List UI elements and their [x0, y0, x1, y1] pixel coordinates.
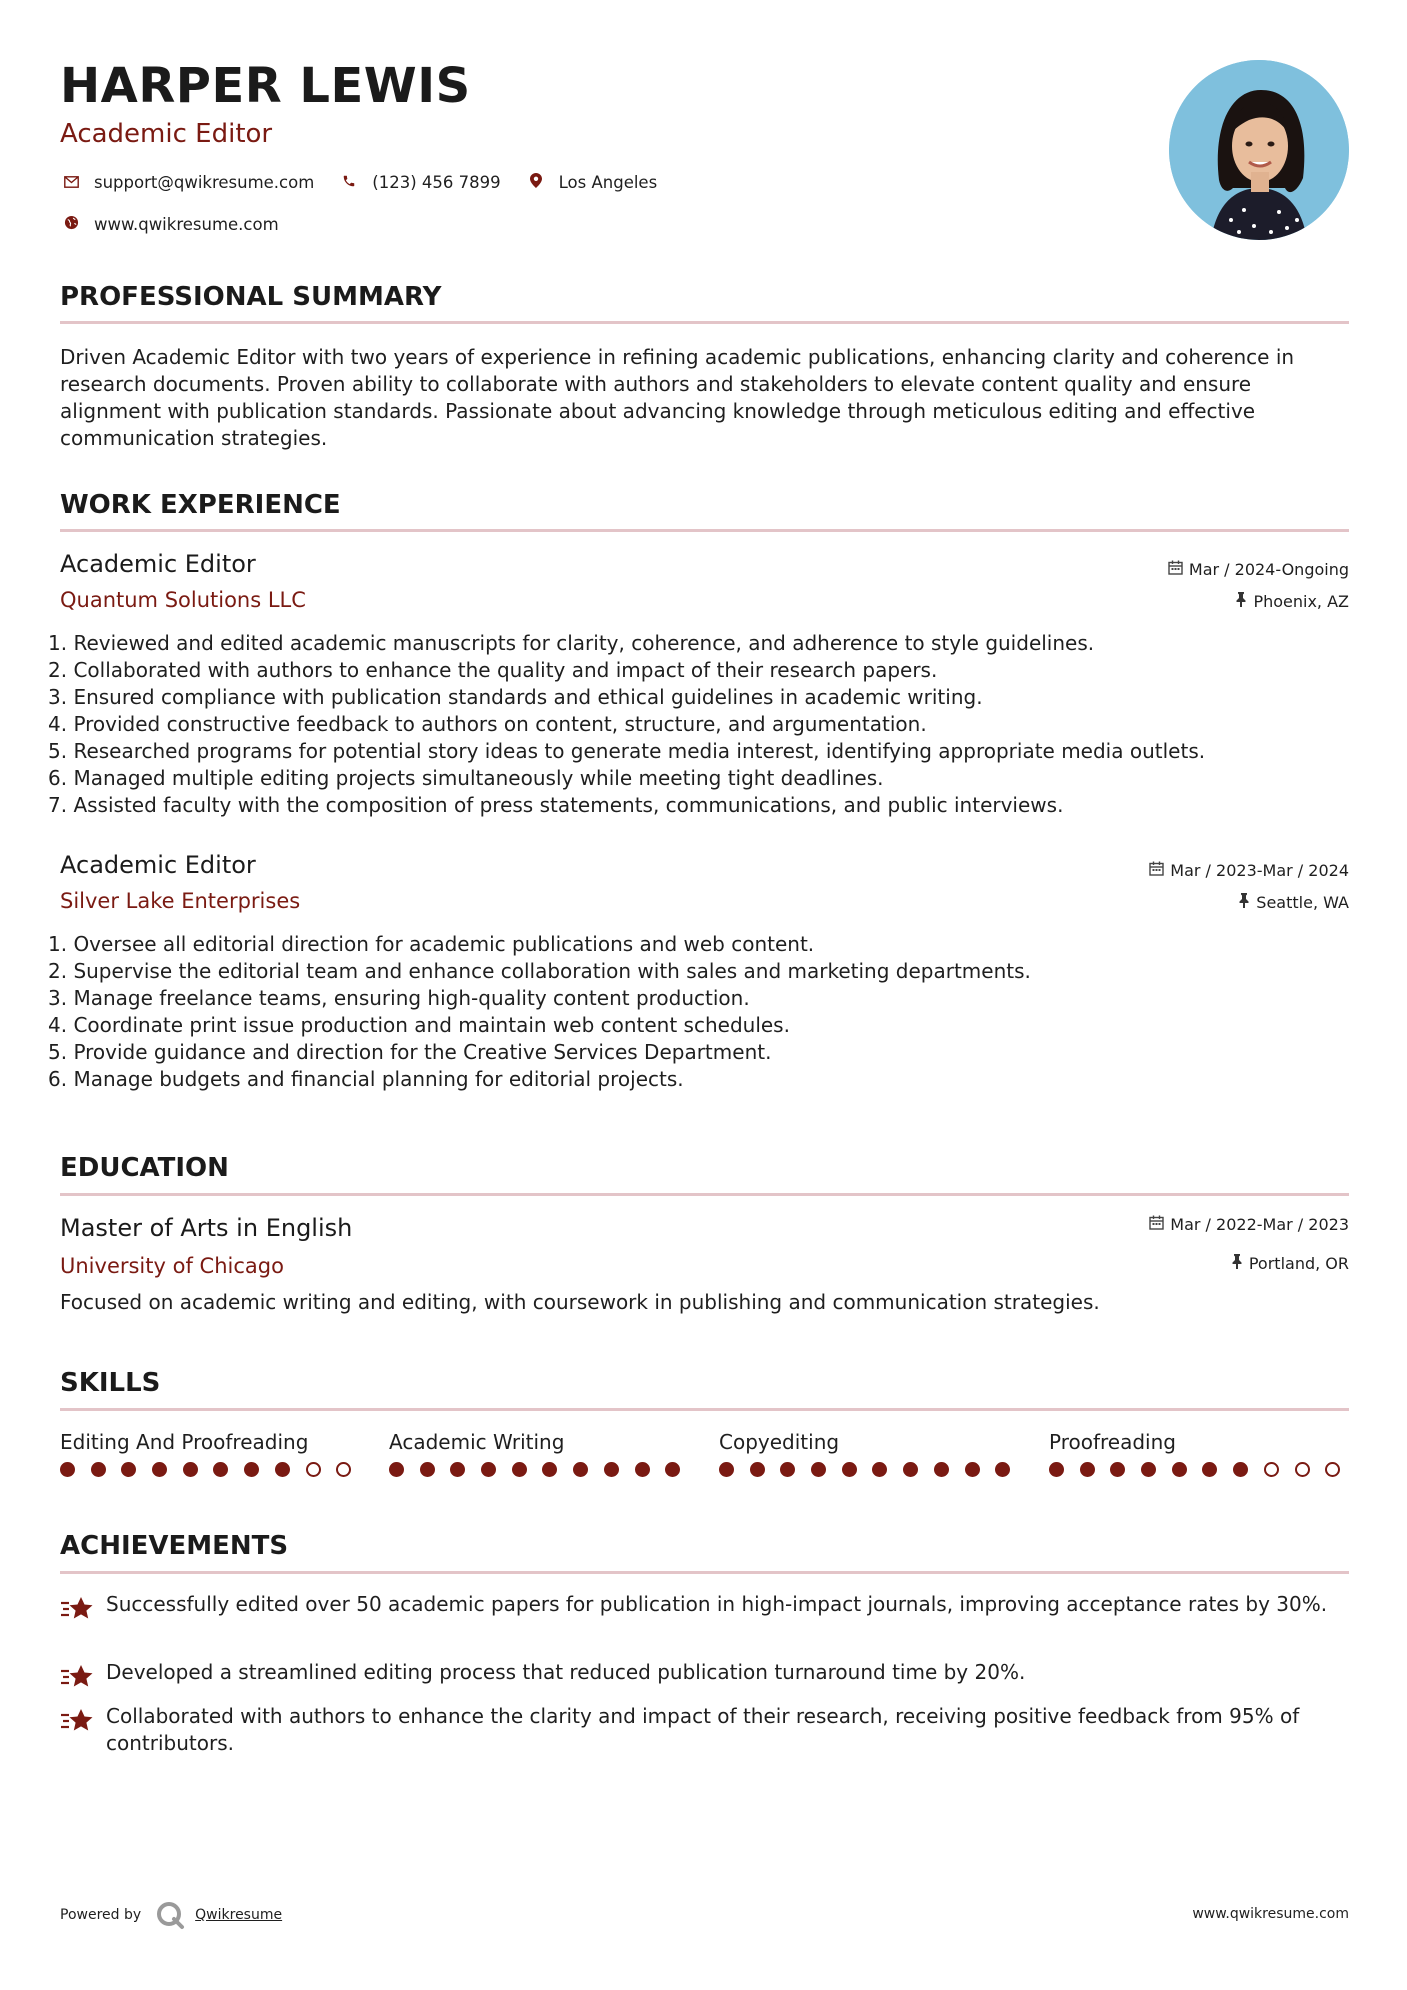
profile-photo — [1169, 60, 1349, 240]
skill-dot-filled — [481, 1462, 496, 1477]
skill-1 — [60, 1430, 360, 1454]
achievement-text: Collaborated with authors to enhance the clarity and impact of their research, receiving positive feedback from 95% of contributors. — [106, 1704, 1300, 1755]
contact-email[interactable] — [60, 173, 314, 192]
job-1-location — [1235, 592, 1349, 611]
contact-phone[interactable] — [338, 173, 500, 192]
skill-dot-filled — [665, 1462, 680, 1477]
skill-dot-empty — [1325, 1462, 1340, 1477]
skill-dot-filled — [1233, 1462, 1248, 1477]
achievements-divider — [60, 1571, 1349, 1574]
skill-dot-filled — [1080, 1462, 1095, 1477]
education-description: Focused on academic writing and editing, with coursework in publishing and communication strategies. — [60, 1290, 1100, 1314]
job-2-dates — [1149, 861, 1349, 880]
achievement-text: Successfully edited over 50 academic papers for publication in high-impact journals, improving acceptance rates by 30%. — [106, 1592, 1328, 1616]
job-2-bullets — [48, 931, 1348, 1093]
envelope-icon — [60, 174, 82, 192]
education-dates-text: Mar / 2022-Mar / 2023 — [1170, 1215, 1349, 1234]
calendar-icon — [1149, 1215, 1164, 1234]
pushpin-icon — [1238, 893, 1250, 912]
powered-by-label: Powered by — [60, 1907, 142, 1923]
list-item: 1. Oversee all editorial direction for academic publications and web content. — [48, 932, 815, 956]
skill-dot-filled — [213, 1462, 228, 1477]
globe-icon — [60, 215, 82, 234]
list-item: 7. Assisted faculty with the composition of press statements, communications, and public interviews. — [48, 793, 1064, 817]
summary-divider — [60, 321, 1349, 324]
list-item: 4. Coordinate print issue production and maintain web content schedules. — [48, 1013, 790, 1037]
education-location-text: Portland, OR — [1248, 1254, 1349, 1273]
skill-dot-filled — [60, 1462, 75, 1477]
job-2-company: Silver Lake Enterprises — [60, 889, 301, 913]
job-1-title: Academic Editor — [60, 550, 256, 578]
education-degree: Master of Arts in English — [60, 1214, 353, 1242]
experience-heading: WORK EXPERIENCE — [60, 490, 341, 520]
education-location — [1231, 1254, 1349, 1273]
education-dates — [1149, 1215, 1349, 1234]
skill-dot-filled — [512, 1462, 527, 1477]
skill-dot-filled — [244, 1462, 259, 1477]
achievements-heading: ACHIEVEMENTS — [60, 1531, 289, 1561]
skill-dot-filled — [275, 1462, 290, 1477]
skill-dot-filled — [389, 1462, 404, 1477]
calendar-icon — [1168, 560, 1183, 579]
skill-dot-filled — [842, 1462, 857, 1477]
job-2-dates-text: Mar / 2023-Mar / 2024 — [1170, 861, 1349, 880]
contact-row-1 — [60, 173, 681, 192]
skill-name: Academic Writing — [389, 1430, 565, 1454]
phone-text: (123) 456 7899 — [372, 173, 501, 192]
pushpin-icon — [1235, 592, 1247, 611]
list-item: 1. Reviewed and edited academic manuscripts for clarity, coherence, and adherence to style guidelines. — [48, 631, 1095, 655]
achievement-item — [60, 1703, 1349, 1757]
contact-website[interactable] — [60, 215, 279, 234]
location-text: Los Angeles — [558, 173, 658, 192]
contact-row-2 — [60, 215, 303, 234]
skill-name: Proofreading — [1049, 1430, 1176, 1454]
skill-dot-filled — [1172, 1462, 1187, 1477]
list-item: 6. Manage budgets and financial planning for editorial projects. — [48, 1067, 684, 1091]
skill-dot-filled — [903, 1462, 918, 1477]
skill-3 — [719, 1430, 1019, 1454]
phone-icon — [338, 174, 360, 192]
map-pin-icon — [525, 173, 547, 192]
skill-dot-filled — [811, 1462, 826, 1477]
skill-dot-filled — [995, 1462, 1010, 1477]
skill-dot-filled — [1049, 1462, 1064, 1477]
skill-dot-filled — [420, 1462, 435, 1477]
skill-dot-empty — [1295, 1462, 1310, 1477]
list-item: 6. Managed multiple editing projects simultaneously while meeting tight deadlines. — [48, 766, 884, 790]
skills-divider — [60, 1408, 1349, 1411]
list-item: 2. Collaborated with authors to enhance the quality and impact of their research papers. — [48, 658, 938, 682]
education-school: University of Chicago — [60, 1254, 284, 1278]
website-text: www.qwikresume.com — [94, 215, 279, 234]
skill-dot-filled — [635, 1462, 650, 1477]
skill-dot-filled — [573, 1462, 588, 1477]
list-item: 2. Supervise the editorial team and enhance collaboration with sales and marketing departments. — [48, 959, 1031, 983]
list-item: 3. Ensured compliance with publication standards and ethical guidelines in academic writing. — [48, 685, 983, 709]
list-item: 5. Provide guidance and direction for the Creative Services Department. — [48, 1040, 772, 1064]
star-icon — [60, 1591, 106, 1625]
contact-location — [525, 173, 658, 192]
job-1-dates-text: Mar / 2024-Ongoing — [1188, 560, 1349, 579]
skill-dot-empty — [306, 1462, 321, 1477]
job-1-location-text: Phoenix, AZ — [1253, 592, 1349, 611]
job-1-dates — [1168, 560, 1349, 579]
skill-dot-filled — [719, 1462, 734, 1477]
skill-dot-filled — [121, 1462, 136, 1477]
skill-4 — [1049, 1430, 1349, 1454]
list-item: 3. Manage freelance teams, ensuring high-quality content production. — [48, 986, 750, 1010]
footer-powered-by — [60, 1900, 282, 1930]
experience-divider — [60, 529, 1349, 532]
achievement-item — [60, 1659, 1349, 1693]
job-2-location-text: Seattle, WA — [1256, 893, 1349, 912]
skill-dot-filled — [934, 1462, 949, 1477]
star-icon — [60, 1659, 106, 1693]
job-1-bullets — [48, 630, 1348, 819]
skill-2 — [389, 1430, 689, 1454]
email-text: support@qwikresume.com — [94, 173, 315, 192]
education-heading: EDUCATION — [60, 1153, 229, 1183]
job-2-title: Academic Editor — [60, 851, 256, 879]
skill-dot-filled — [780, 1462, 795, 1477]
qwikresume-logo-icon — [155, 1900, 185, 1930]
star-icon — [60, 1703, 106, 1757]
list-item: 5. Researched programs for potential story ideas to generate media interest, identifying appropriate media outlets. — [48, 739, 1206, 763]
skill-dot-filled — [450, 1462, 465, 1477]
skill-dot-filled — [542, 1462, 557, 1477]
qwikresume-link[interactable]: Qwikresume — [195, 1907, 283, 1923]
skill-dot-filled — [965, 1462, 980, 1477]
skill-rating — [60, 1462, 367, 1477]
achievement-item — [60, 1591, 1349, 1625]
education-divider — [60, 1193, 1349, 1196]
skill-name: Editing And Proofreading — [60, 1430, 309, 1454]
candidate-role: Academic Editor — [60, 119, 273, 149]
skill-dot-filled — [872, 1462, 887, 1477]
summary-text: Driven Academic Editor with two years of experience in refining academic publications, enhancing clarity and coherence in research documents. Proven ability to collaborate with authors and stakeholders to elevate content quality and ensure alignment with publication standards. Passionate about advancing knowledge through meticulous editing and effective communication strategies. — [60, 345, 1295, 450]
skill-rating — [1049, 1462, 1356, 1477]
summary-heading: PROFESSIONAL SUMMARY — [60, 282, 442, 312]
skill-rating — [719, 1462, 1026, 1477]
skill-dot-empty — [1264, 1462, 1279, 1477]
calendar-icon — [1149, 861, 1164, 880]
job-2-location — [1238, 893, 1349, 912]
skill-dot-empty — [336, 1462, 351, 1477]
list-item: 4. Provided constructive feedback to authors on content, structure, and argumentation. — [48, 712, 927, 736]
job-1-company: Quantum Solutions LLC — [60, 588, 306, 612]
skill-dot-filled — [1141, 1462, 1156, 1477]
skill-dot-filled — [1202, 1462, 1217, 1477]
candidate-name: HARPER LEWIS — [60, 58, 471, 114]
skill-dot-filled — [183, 1462, 198, 1477]
skill-dot-filled — [750, 1462, 765, 1477]
skill-dot-filled — [1110, 1462, 1125, 1477]
achievement-text: Developed a streamlined editing process that reduced publication turnaround time by 20%. — [106, 1660, 1026, 1684]
skill-rating — [389, 1462, 696, 1477]
pushpin-icon — [1231, 1254, 1243, 1273]
footer-website[interactable]: www.qwikresume.com — [1192, 1906, 1349, 1922]
skill-dot-filled — [152, 1462, 167, 1477]
skill-dot-filled — [91, 1462, 106, 1477]
skills-heading: SKILLS — [60, 1368, 161, 1398]
skill-dot-filled — [604, 1462, 619, 1477]
skill-name: Copyediting — [719, 1430, 840, 1454]
